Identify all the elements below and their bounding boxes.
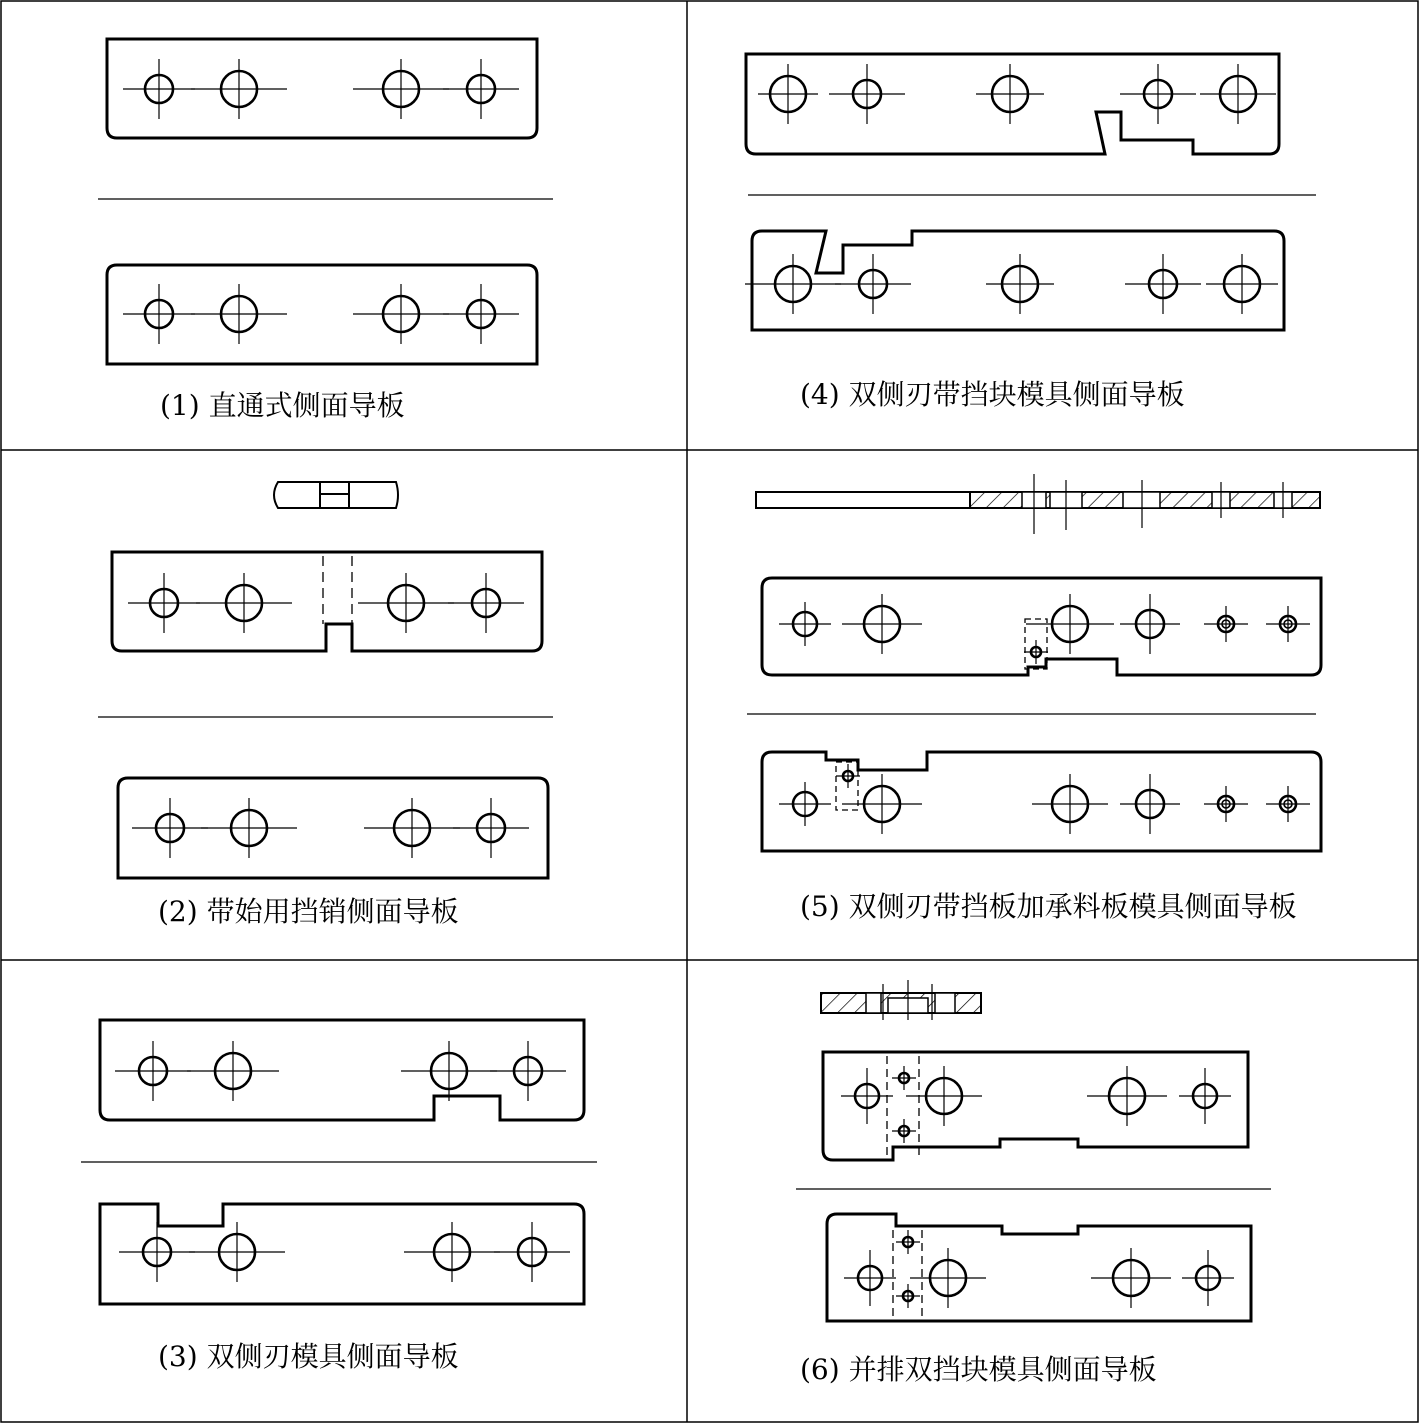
bolt-hole bbox=[842, 594, 922, 654]
bolt-hole bbox=[364, 798, 460, 858]
bolt-hole bbox=[353, 59, 449, 119]
bolt-hole bbox=[1179, 1068, 1231, 1124]
bolt-hole bbox=[443, 59, 519, 119]
bolt-hole bbox=[1182, 1250, 1234, 1306]
bolt-hole bbox=[1204, 786, 1248, 822]
bolt-hole bbox=[1200, 64, 1276, 124]
bolt-hole bbox=[453, 798, 529, 858]
plate-2-section-slot bbox=[320, 482, 349, 508]
bolt-hole bbox=[404, 1222, 500, 1282]
caption-2: (2) 带始用挡销侧面导板 bbox=[158, 895, 459, 928]
bolt-hole bbox=[836, 764, 860, 788]
bolt-hole bbox=[189, 1222, 285, 1282]
bolt-hole bbox=[115, 1041, 191, 1101]
plate-2-upper-outline bbox=[112, 552, 542, 651]
caption-6: (6) 并排双挡块模具侧面导板 bbox=[800, 1353, 1157, 1386]
bolt-hole bbox=[201, 798, 297, 858]
plate-6-upper-outline bbox=[823, 1052, 1248, 1160]
bolt-hole bbox=[358, 573, 454, 633]
bolt-hole bbox=[1120, 774, 1180, 834]
bolt-hole bbox=[892, 1066, 916, 1090]
bolt-hole bbox=[448, 573, 524, 633]
bolt-hole bbox=[1024, 640, 1048, 664]
bolt-hole bbox=[835, 254, 911, 314]
table-grid bbox=[1, 1, 1418, 1422]
bolt-hole bbox=[443, 284, 519, 344]
caption-4: (4) 双侧刃带挡块模具侧面导板 bbox=[800, 378, 1185, 411]
bolt-hole bbox=[906, 1066, 982, 1126]
bolt-hole bbox=[1120, 64, 1196, 124]
bolt-hole bbox=[191, 284, 287, 344]
cell-5-double-blade-baffle-support-plate-guide-plates bbox=[747, 474, 1321, 851]
bolt-hole bbox=[1091, 1248, 1171, 1308]
bolt-hole bbox=[123, 59, 195, 119]
bolt-hole bbox=[401, 1041, 497, 1101]
caption-5: (5) 双侧刃带挡板加承料板模具侧面导板 bbox=[800, 890, 1297, 923]
plate-5-lower-hidden-pin bbox=[836, 762, 858, 810]
bolt-hole bbox=[1204, 606, 1248, 642]
bolt-hole bbox=[191, 59, 287, 119]
bolt-hole bbox=[841, 1068, 893, 1124]
bolt-hole bbox=[779, 602, 831, 646]
bolt-hole bbox=[896, 1284, 920, 1308]
bolt-hole bbox=[758, 64, 818, 124]
bolt-hole bbox=[494, 1222, 570, 1282]
plate-3-upper-outline bbox=[100, 1020, 584, 1120]
plate-5-section-plain bbox=[756, 492, 970, 508]
cell-3-double-side-blade-guide-plates bbox=[81, 1020, 597, 1304]
plate-6-upper-hidden-lines bbox=[887, 1056, 919, 1156]
bolt-hole bbox=[896, 1230, 920, 1254]
bolt-hole bbox=[1125, 254, 1201, 314]
plate-4-lower-outline bbox=[752, 231, 1284, 330]
plate-5-upper-outline bbox=[762, 578, 1321, 675]
bolt-hole bbox=[119, 1222, 195, 1282]
bolt-hole bbox=[1026, 594, 1114, 654]
caption-1: (1) 直通式侧面导板 bbox=[160, 389, 405, 422]
bolt-hole bbox=[196, 573, 292, 633]
bolt-hole bbox=[123, 284, 195, 344]
bolt-hole bbox=[829, 64, 905, 124]
bolt-hole bbox=[1266, 606, 1310, 642]
bolt-hole bbox=[986, 254, 1054, 314]
bolt-hole bbox=[353, 284, 449, 344]
bolt-hole bbox=[779, 782, 831, 826]
plate-3-lower-outline bbox=[100, 1204, 584, 1304]
cell-2-starting-stop-pin-guide-plates bbox=[98, 482, 553, 878]
bolt-hole bbox=[1120, 594, 1180, 654]
bolt-hole bbox=[1087, 1066, 1167, 1126]
bolt-hole bbox=[1032, 774, 1108, 834]
bolt-hole bbox=[128, 573, 200, 633]
cell-4-double-blade-with-stop-block-guide-plates bbox=[746, 54, 1316, 330]
bolt-hole bbox=[1266, 786, 1310, 822]
bolt-hole bbox=[490, 1041, 566, 1101]
plate-5-lower-outline bbox=[762, 752, 1321, 851]
cell-1-straight-guide-plates bbox=[98, 39, 553, 364]
bolt-hole bbox=[1206, 254, 1278, 314]
bolt-hole bbox=[187, 1041, 279, 1101]
bolt-hole bbox=[842, 774, 922, 834]
caption-3: (3) 双侧刃模具侧面导板 bbox=[158, 1340, 459, 1373]
bolt-hole bbox=[745, 254, 841, 314]
plate-6-lower-outline bbox=[827, 1214, 1251, 1321]
bolt-hole bbox=[844, 1250, 896, 1306]
bolt-hole bbox=[132, 798, 208, 858]
bolt-hole bbox=[976, 64, 1044, 124]
plate-4-upper-outline bbox=[746, 54, 1279, 154]
plate-2-upper-hidden-slot bbox=[323, 556, 352, 624]
bolt-hole bbox=[892, 1119, 916, 1143]
